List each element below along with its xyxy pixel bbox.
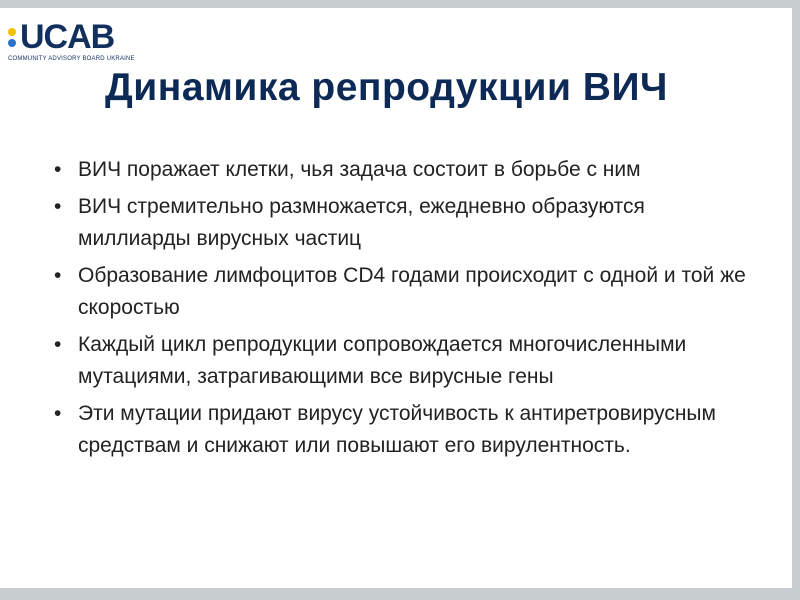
bottom-frame <box>0 588 800 600</box>
slide-title: Динамика репродукции ВИЧ <box>105 66 668 109</box>
logo-dots-icon <box>8 28 20 52</box>
bullet-icon: • <box>54 402 62 425</box>
bullet-item <box>52 398 762 462</box>
bullet-icon: • <box>54 158 62 181</box>
bullet-item <box>52 191 762 255</box>
bullet-item <box>52 154 762 186</box>
bullet-text: ВИЧ поражает клетки, чья задача состоит в борьбе с ним <box>78 158 641 181</box>
bullet-icon: • <box>54 333 62 356</box>
ucab-logo <box>8 18 148 64</box>
bullet-text: Образование лимфоцитов CD4 годами происходит с одной и той же скоростью <box>78 264 746 319</box>
logo-subtitle: COMMUNITY ADVISORY BOARD UKRAINE <box>8 56 135 62</box>
bullet-item <box>52 260 762 324</box>
bullet-text: Эти мутации придают вирусу устойчивость к антиретровирусным средствам и снижают или повышают его вирулентность. <box>78 402 716 457</box>
bullet-text: Каждый цикл репродукции сопровождается многочисленными мутациями, затрагивающими все вирусные гены <box>78 333 687 388</box>
bullet-icon: • <box>54 195 62 218</box>
bullet-text: ВИЧ стремительно размножается, ежедневно образуются миллиарды вирусных частиц <box>78 195 645 250</box>
bullet-item <box>52 329 762 393</box>
logo-wordmark: UCAB <box>20 18 115 56</box>
bullet-list <box>52 154 762 467</box>
slide <box>0 8 792 588</box>
bullet-icon: • <box>54 264 62 287</box>
